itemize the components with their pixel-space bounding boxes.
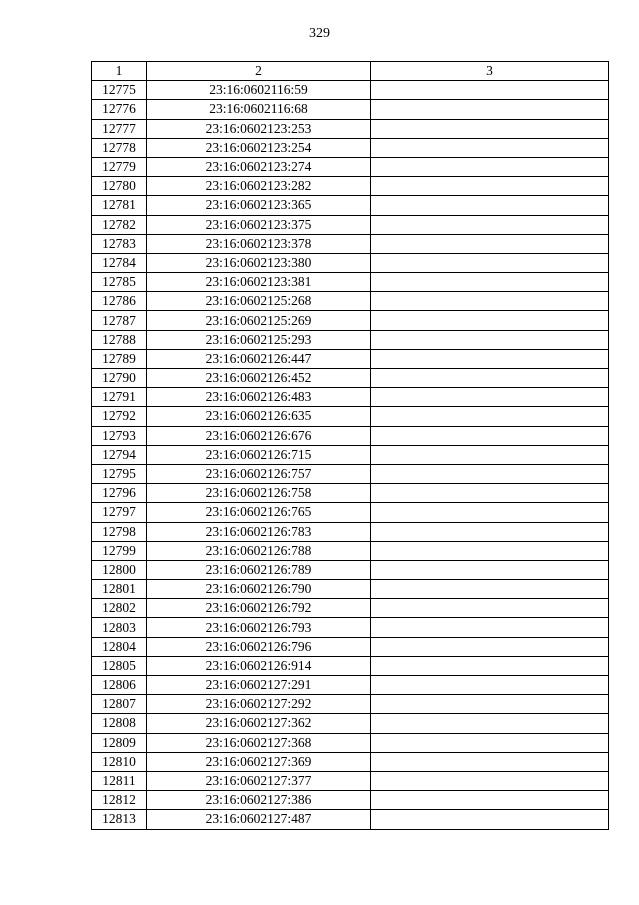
table-cell-col-1: 12780: [92, 177, 147, 196]
table-row: [92, 330, 609, 349]
table-cell-col-2: 23:16:0602127:292: [147, 695, 371, 714]
table-cell-col-3: [371, 676, 609, 695]
table-cell-col-3: [371, 656, 609, 675]
table-row: [92, 292, 609, 311]
table-cell-col-1: 12792: [92, 407, 147, 426]
table-row: [92, 388, 609, 407]
table-cell-col-3: [371, 695, 609, 714]
table-cell-col-3: [371, 311, 609, 330]
table-row: [92, 618, 609, 637]
table-row: [92, 484, 609, 503]
table-cell-col-1: 12785: [92, 273, 147, 292]
table-cell-col-2: 23:16:0602126:757: [147, 464, 371, 483]
table-cell-col-1: 12802: [92, 599, 147, 618]
table-cell-col-2: 23:16:0602126:765: [147, 503, 371, 522]
table-cell-col-3: [371, 292, 609, 311]
table-cell-col-1: 12807: [92, 695, 147, 714]
table-cell-col-1: 12811: [92, 771, 147, 790]
table-cell-col-3: [371, 100, 609, 119]
table-cell-col-1: 12813: [92, 810, 147, 829]
data-table: [91, 61, 609, 830]
table-cell-col-2: 23:16:0602126:758: [147, 484, 371, 503]
table-row: [92, 695, 609, 714]
table-cell-col-1: 12783: [92, 234, 147, 253]
table-row: [92, 177, 609, 196]
table-cell-col-3: [371, 637, 609, 656]
table-cell-col-3: [371, 138, 609, 157]
table-row: [92, 81, 609, 100]
table-cell-col-3: [371, 177, 609, 196]
table-cell-col-1: 12801: [92, 580, 147, 599]
table-cell-col-2: 23:16:0602127:386: [147, 791, 371, 810]
table-row: [92, 215, 609, 234]
table-row: [92, 426, 609, 445]
table-row: [92, 196, 609, 215]
table-cell-col-3: [371, 618, 609, 637]
table-cell-col-1: 12789: [92, 349, 147, 368]
table-row: [92, 560, 609, 579]
table-cell-col-2: 23:16:0602126:715: [147, 445, 371, 464]
table-cell-col-1: 12781: [92, 196, 147, 215]
table-cell-col-2: 23:16:0602127:369: [147, 752, 371, 771]
table-cell-col-3: [371, 234, 609, 253]
table-cell-col-3: [371, 560, 609, 579]
table-cell-col-3: [371, 791, 609, 810]
table-cell-col-1: 12803: [92, 618, 147, 637]
table-cell-col-1: 12799: [92, 541, 147, 560]
table-cell-col-3: [371, 426, 609, 445]
header-row: [92, 62, 609, 81]
table-cell-col-3: [371, 580, 609, 599]
table-cell-col-2: 23:16:0602116:59: [147, 81, 371, 100]
table-cell-col-3: [371, 733, 609, 752]
table-cell-col-2: 23:16:0602126:676: [147, 426, 371, 445]
table-cell-col-1: 12805: [92, 656, 147, 675]
page-number: 329: [309, 26, 330, 41]
table-cell-col-3: [371, 464, 609, 483]
table-cell-col-3: [371, 388, 609, 407]
column-header-3: 3: [371, 62, 609, 81]
table-cell-col-3: [371, 810, 609, 829]
table-row: [92, 810, 609, 829]
table-cell-col-2: 23:16:0602123:378: [147, 234, 371, 253]
table-cell-col-1: 12790: [92, 369, 147, 388]
table-cell-col-2: 23:16:0602127:487: [147, 810, 371, 829]
table-cell-col-3: [371, 484, 609, 503]
table-cell-col-3: [371, 81, 609, 100]
table-cell-col-3: [371, 752, 609, 771]
table-cell-col-3: [371, 522, 609, 541]
table-cell-col-2: 23:16:0602126:635: [147, 407, 371, 426]
table-cell-col-3: [371, 157, 609, 176]
table-cell-col-2: 23:16:0602123:381: [147, 273, 371, 292]
table-cell-col-3: [371, 330, 609, 349]
table-cell-col-3: [371, 215, 609, 234]
table-cell-col-1: 12804: [92, 637, 147, 656]
table-cell-col-2: 23:16:0602126:796: [147, 637, 371, 656]
table-cell-col-1: 12798: [92, 522, 147, 541]
table-row: [92, 791, 609, 810]
table-row: [92, 503, 609, 522]
table-row: [92, 157, 609, 176]
table-cell-col-2: 23:16:0602126:483: [147, 388, 371, 407]
table-body: [92, 81, 609, 829]
table-row: [92, 253, 609, 272]
table-cell-col-3: [371, 503, 609, 522]
table-cell-col-2: 23:16:0602127:368: [147, 733, 371, 752]
table-cell-col-2: 23:16:0602123:375: [147, 215, 371, 234]
table-cell-col-3: [371, 119, 609, 138]
table-cell-col-3: [371, 349, 609, 368]
table-cell-col-1: 12797: [92, 503, 147, 522]
table-row: [92, 599, 609, 618]
table-row: [92, 119, 609, 138]
table-cell-col-3: [371, 273, 609, 292]
table-row: [92, 349, 609, 368]
table-cell-col-2: 23:16:0602126:452: [147, 369, 371, 388]
table-header: [92, 62, 609, 81]
table-row: [92, 637, 609, 656]
table-cell-col-2: 23:16:0602126:783: [147, 522, 371, 541]
table-cell-col-1: 12788: [92, 330, 147, 349]
table-cell-col-1: 12809: [92, 733, 147, 752]
table-cell-col-1: 12787: [92, 311, 147, 330]
table-cell-col-3: [371, 771, 609, 790]
table-row: [92, 580, 609, 599]
table-row: [92, 138, 609, 157]
table-row: [92, 541, 609, 560]
table-cell-col-3: [371, 369, 609, 388]
table-cell-col-1: 12793: [92, 426, 147, 445]
table-cell-col-2: 23:16:0602123:365: [147, 196, 371, 215]
table-row: [92, 771, 609, 790]
table-cell-col-3: [371, 253, 609, 272]
table-cell-col-1: 12779: [92, 157, 147, 176]
table-cell-col-1: 12812: [92, 791, 147, 810]
table-cell-col-3: [371, 714, 609, 733]
table-cell-col-2: 23:16:0602126:914: [147, 656, 371, 675]
table-cell-col-1: 12778: [92, 138, 147, 157]
table-cell-col-1: 12806: [92, 676, 147, 695]
table-row: [92, 407, 609, 426]
table-row: [92, 369, 609, 388]
table-cell-col-1: 12794: [92, 445, 147, 464]
table-cell-col-2: 23:16:0602123:253: [147, 119, 371, 138]
table-cell-col-2: 23:16:0602127:291: [147, 676, 371, 695]
table-row: [92, 752, 609, 771]
table-cell-col-2: 23:16:0602125:269: [147, 311, 371, 330]
column-header-2: 2: [147, 62, 371, 81]
table-cell-col-1: 12796: [92, 484, 147, 503]
table-cell-col-2: 23:16:0602126:788: [147, 541, 371, 560]
table-cell-col-1: 12800: [92, 560, 147, 579]
table-cell-col-1: 12776: [92, 100, 147, 119]
table-cell-col-2: 23:16:0602126:447: [147, 349, 371, 368]
table-cell-col-2: 23:16:0602126:789: [147, 560, 371, 579]
column-header-1: 1: [92, 62, 147, 81]
table-cell-col-2: 23:16:0602127:377: [147, 771, 371, 790]
table-cell-col-1: 12775: [92, 81, 147, 100]
table-row: [92, 445, 609, 464]
table-row: [92, 311, 609, 330]
table-row: [92, 234, 609, 253]
table-row: [92, 714, 609, 733]
table-cell-col-3: [371, 445, 609, 464]
table-cell-col-2: 23:16:0602126:792: [147, 599, 371, 618]
table-cell-col-1: 12810: [92, 752, 147, 771]
table-row: [92, 656, 609, 675]
table-cell-col-3: [371, 541, 609, 560]
table-row: [92, 464, 609, 483]
table-cell-col-1: 12791: [92, 388, 147, 407]
table-row: [92, 676, 609, 695]
table-cell-col-2: 23:16:0602123:254: [147, 138, 371, 157]
table-cell-col-1: 12808: [92, 714, 147, 733]
table-cell-col-2: 23:16:0602126:793: [147, 618, 371, 637]
table-cell-col-1: 12786: [92, 292, 147, 311]
table-cell-col-2: 23:16:0602123:282: [147, 177, 371, 196]
table-cell-col-2: 23:16:0602125:268: [147, 292, 371, 311]
table-cell-col-2: 23:16:0602127:362: [147, 714, 371, 733]
table-row: [92, 733, 609, 752]
table-row: [92, 273, 609, 292]
table-cell-col-2: 23:16:0602116:68: [147, 100, 371, 119]
table-cell-col-1: 12782: [92, 215, 147, 234]
table-cell-col-3: [371, 599, 609, 618]
table-row: [92, 522, 609, 541]
table-cell-col-1: 12777: [92, 119, 147, 138]
table-cell-col-1: 12784: [92, 253, 147, 272]
table-row: [92, 100, 609, 119]
table-cell-col-1: 12795: [92, 464, 147, 483]
table-cell-col-2: 23:16:0602126:790: [147, 580, 371, 599]
table-cell-col-3: [371, 407, 609, 426]
table-cell-col-3: [371, 196, 609, 215]
table-cell-col-2: 23:16:0602123:380: [147, 253, 371, 272]
table-cell-col-2: 23:16:0602125:293: [147, 330, 371, 349]
table-cell-col-2: 23:16:0602123:274: [147, 157, 371, 176]
